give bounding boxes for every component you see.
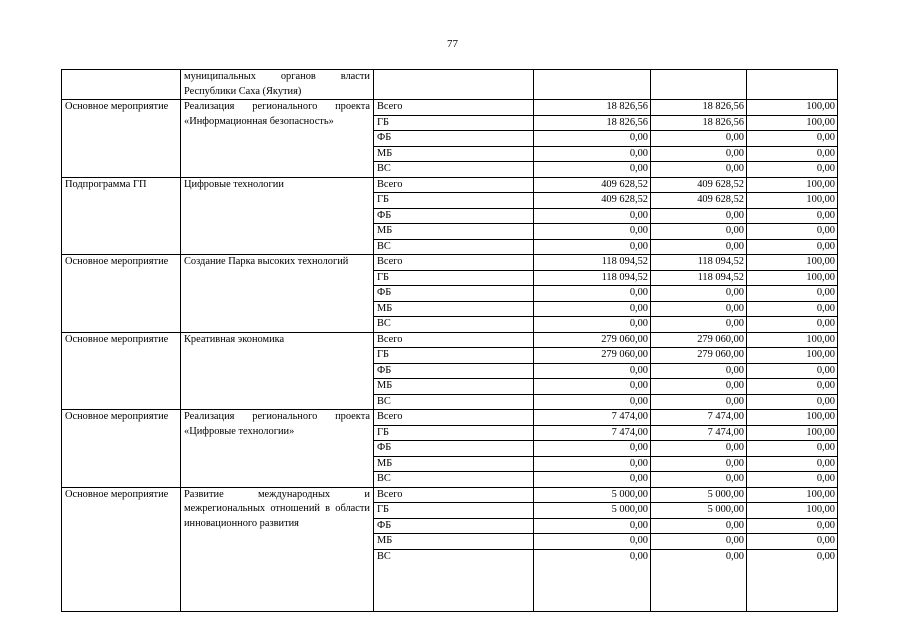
funding-source-cell: МБ [374,224,534,240]
planned-amount-cell: 279 060,00 [534,332,651,348]
planned-amount-cell: 0,00 [534,224,651,240]
table-row [62,487,838,503]
row-type-cell: Основное мероприятие [62,487,181,611]
funding-source-cell: МБ [374,301,534,317]
actual-amount-cell: 0,00 [651,472,747,488]
actual-amount-cell: 0,00 [651,317,747,333]
percent-cell: 0,00 [747,224,838,240]
planned-amount-cell: 0,00 [534,162,651,178]
actual-amount-cell: 0,00 [651,363,747,379]
planned-amount-cell: 5 000,00 [534,487,651,503]
planned-amount-cell: 118 094,52 [534,255,651,271]
actual-amount-cell: 0,00 [651,456,747,472]
table-row [62,100,838,116]
planned-amount-cell: 409 628,52 [534,177,651,193]
funding-source-cell: ГБ [374,270,534,286]
actual-amount-cell: 0,00 [651,394,747,410]
funding-source-cell: ФБ [374,441,534,457]
row-name-cell: Реализация регионального проекта «Информационная безопасность» [181,100,374,178]
actual-amount-cell: 7 474,00 [651,425,747,441]
funding-source-cell: ФБ [374,208,534,224]
percent-cell: 0,00 [747,379,838,395]
percent-cell: 0,00 [747,317,838,333]
percent-cell: 0,00 [747,394,838,410]
planned-amount-cell: 0,00 [534,534,651,550]
actual-amount-cell: 0,00 [651,162,747,178]
percent-cell: 0,00 [747,441,838,457]
row-name-cell: Развитие международных и межрегиональных отношений в области инновационного развития [181,487,374,611]
percent-cell: 0,00 [747,549,838,611]
planned-amount-cell: 0,00 [534,379,651,395]
actual-amount-cell: 18 826,56 [651,100,747,116]
empty-cell [651,70,747,100]
percent-cell: 100,00 [747,348,838,364]
actual-amount-cell: 409 628,52 [651,177,747,193]
row-type-cell: Основное мероприятие [62,255,181,333]
row-type-cell: Основное мероприятие [62,100,181,178]
row-name-cell: Создание Парка высоких технологий [181,255,374,333]
planned-amount-cell: 0,00 [534,301,651,317]
empty-cell [534,70,651,100]
row-name-cell: Цифровые технологии [181,177,374,255]
planned-amount-cell: 7 474,00 [534,425,651,441]
planned-amount-cell: 0,00 [534,131,651,147]
planned-amount-cell: 0,00 [534,208,651,224]
actual-amount-cell: 0,00 [651,146,747,162]
actual-amount-cell: 0,00 [651,379,747,395]
funding-source-cell: Всего [374,255,534,271]
table-row [62,332,838,348]
percent-cell: 100,00 [747,270,838,286]
funding-source-cell: ВС [374,549,534,611]
table-row [62,410,838,426]
actual-amount-cell: 5 000,00 [651,503,747,519]
percent-cell: 0,00 [747,472,838,488]
planned-amount-cell: 0,00 [534,317,651,333]
funding-source-cell: Всего [374,487,534,503]
planned-amount-cell: 0,00 [534,394,651,410]
percent-cell: 100,00 [747,115,838,131]
funding-source-cell: ГБ [374,348,534,364]
funding-source-cell: ГБ [374,503,534,519]
percent-cell: 100,00 [747,193,838,209]
percent-cell: 100,00 [747,332,838,348]
actual-amount-cell: 118 094,52 [651,255,747,271]
planned-amount-cell: 0,00 [534,549,651,611]
percent-cell: 100,00 [747,100,838,116]
percent-cell: 100,00 [747,255,838,271]
actual-amount-cell: 0,00 [651,239,747,255]
percent-cell: 0,00 [747,286,838,302]
funding-source-cell: Всего [374,332,534,348]
actual-amount-cell: 0,00 [651,549,747,611]
funding-source-cell: Всего [374,177,534,193]
funding-source-cell: ФБ [374,363,534,379]
funding-source-cell: ВС [374,472,534,488]
planned-amount-cell: 18 826,56 [534,100,651,116]
percent-cell: 0,00 [747,131,838,147]
planned-amount-cell: 0,00 [534,286,651,302]
planned-amount-cell: 0,00 [534,456,651,472]
actual-amount-cell: 5 000,00 [651,487,747,503]
planned-amount-cell: 18 826,56 [534,115,651,131]
actual-amount-cell: 0,00 [651,224,747,240]
funding-source-cell: МБ [374,379,534,395]
percent-cell: 0,00 [747,239,838,255]
planned-amount-cell: 0,00 [534,518,651,534]
percent-cell: 100,00 [747,425,838,441]
actual-amount-cell: 7 474,00 [651,410,747,426]
funding-source-cell: МБ [374,534,534,550]
funding-source-cell: МБ [374,456,534,472]
planned-amount-cell: 0,00 [534,441,651,457]
table-body [62,70,838,612]
percent-cell: 0,00 [747,518,838,534]
percent-cell: 100,00 [747,487,838,503]
funding-source-cell: ВС [374,317,534,333]
actual-amount-cell: 0,00 [651,301,747,317]
funding-source-cell: Всего [374,100,534,116]
planned-amount-cell: 0,00 [534,472,651,488]
funding-source-cell: ФБ [374,131,534,147]
percent-cell: 100,00 [747,503,838,519]
actual-amount-cell: 0,00 [651,131,747,147]
planned-amount-cell: 409 628,52 [534,193,651,209]
actual-amount-cell: 118 094,52 [651,270,747,286]
funding-source-cell: ВС [374,162,534,178]
actual-amount-cell: 0,00 [651,286,747,302]
actual-amount-cell: 0,00 [651,534,747,550]
row-name-cell: Реализация регионального проекта «Цифровые технологии» [181,410,374,488]
actual-amount-cell: 279 060,00 [651,348,747,364]
actual-amount-cell: 279 060,00 [651,332,747,348]
funding-source-cell: ГБ [374,115,534,131]
actual-amount-cell: 0,00 [651,208,747,224]
actual-amount-cell: 0,00 [651,441,747,457]
row-type-cell: Основное мероприятие [62,410,181,488]
table-row [62,255,838,271]
empty-cell [62,70,181,100]
percent-cell: 0,00 [747,534,838,550]
funding-source-cell: МБ [374,146,534,162]
table-row [62,177,838,193]
empty-cell [374,70,534,100]
empty-cell [747,70,838,100]
planned-amount-cell: 118 094,52 [534,270,651,286]
funding-source-cell: ВС [374,239,534,255]
funding-source-cell: ФБ [374,518,534,534]
actual-amount-cell: 18 826,56 [651,115,747,131]
percent-cell: 0,00 [747,208,838,224]
continued-name-cell: муниципальных органов власти Республики Саха (Якутия) [181,70,374,100]
planned-amount-cell: 279 060,00 [534,348,651,364]
funding-source-cell: ГБ [374,193,534,209]
funding-source-cell: ФБ [374,286,534,302]
actual-amount-cell: 0,00 [651,518,747,534]
actual-amount-cell: 409 628,52 [651,193,747,209]
row-type-cell: Подпрограмма ГП [62,177,181,255]
funding-source-cell: ГБ [374,425,534,441]
percent-cell: 0,00 [747,162,838,178]
planned-amount-cell: 0,00 [534,239,651,255]
percent-cell: 0,00 [747,301,838,317]
funding-source-cell: Всего [374,410,534,426]
percent-cell: 0,00 [747,146,838,162]
table-row [62,70,838,100]
funding-source-cell: ВС [374,394,534,410]
row-type-cell: Основное мероприятие [62,332,181,410]
percent-cell: 0,00 [747,456,838,472]
page-number: 77 [447,38,458,50]
planned-amount-cell: 7 474,00 [534,410,651,426]
budget-table [61,69,838,612]
percent-cell: 100,00 [747,177,838,193]
planned-amount-cell: 0,00 [534,363,651,379]
planned-amount-cell: 0,00 [534,146,651,162]
percent-cell: 100,00 [747,410,838,426]
percent-cell: 0,00 [747,363,838,379]
row-name-cell: Креативная экономика [181,332,374,410]
planned-amount-cell: 5 000,00 [534,503,651,519]
